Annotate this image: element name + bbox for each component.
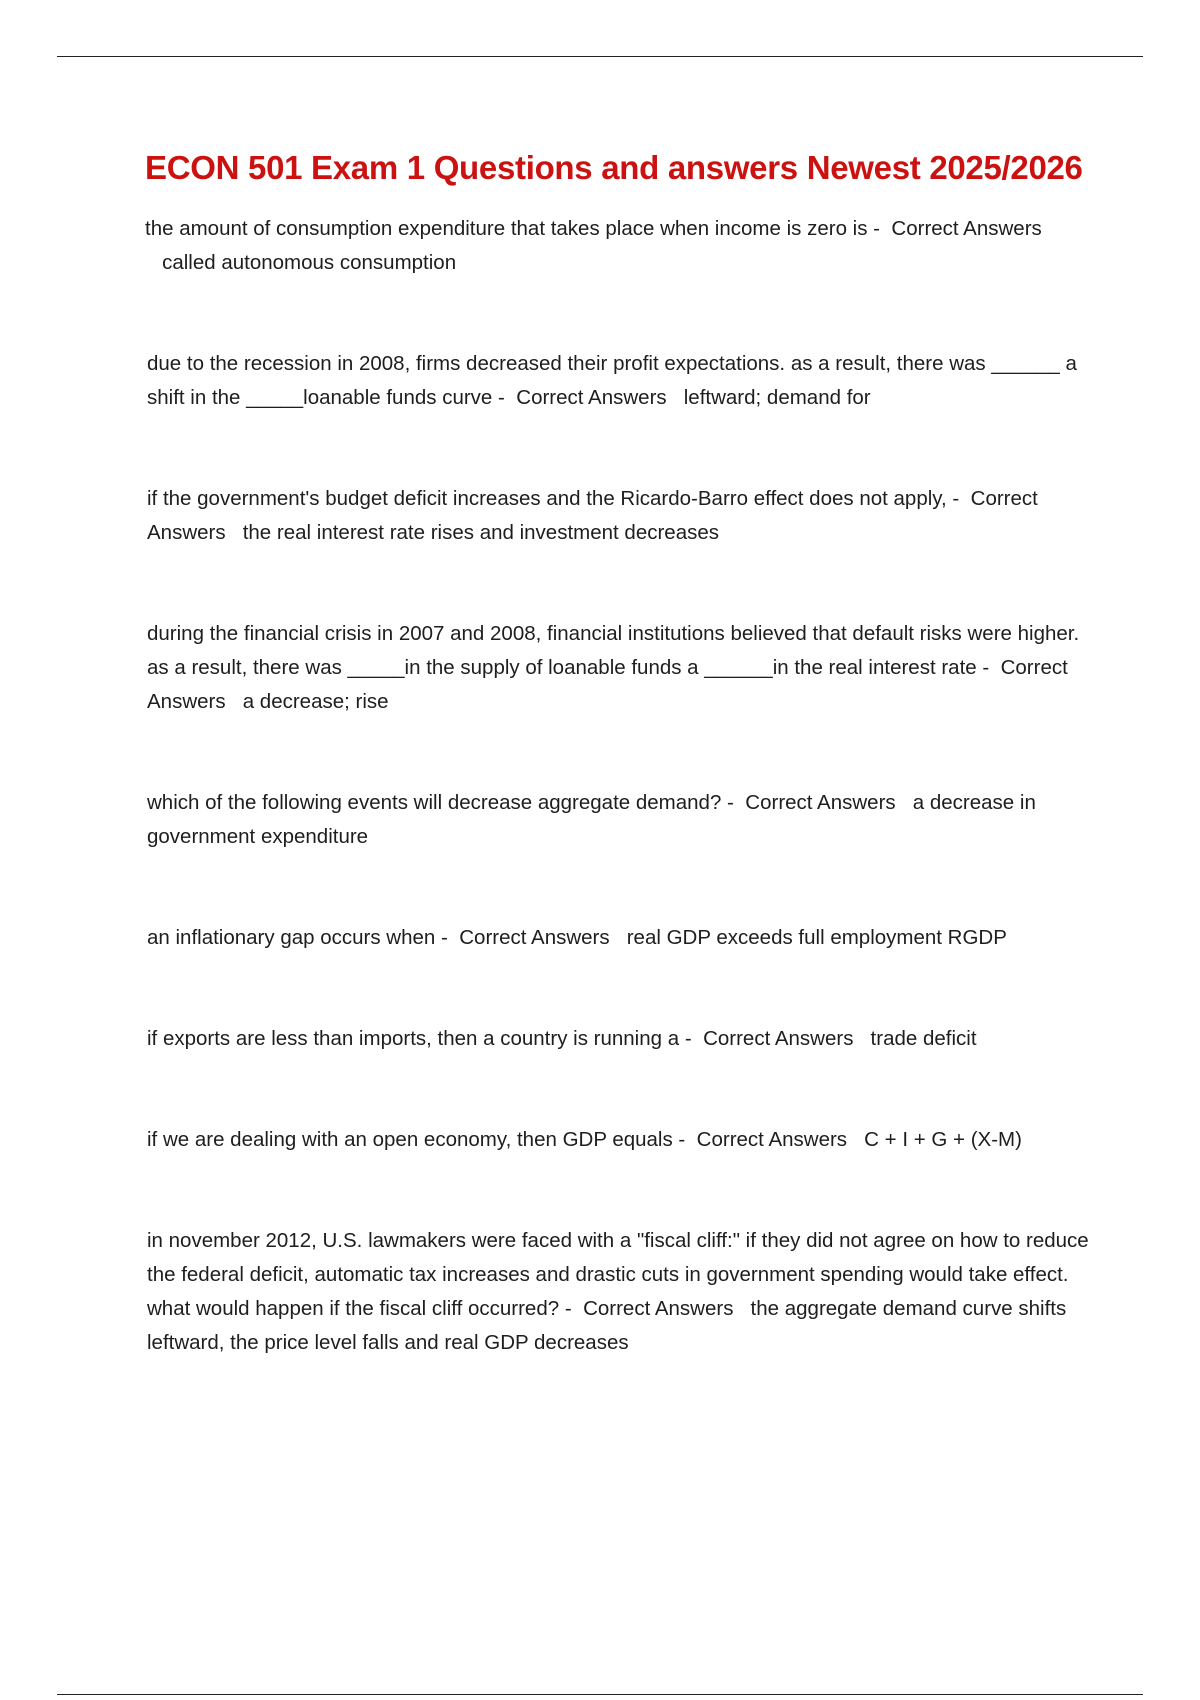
qa-answer: called autonomous consumption bbox=[162, 251, 457, 274]
qa-answer-marker: Correct Answers bbox=[516, 386, 667, 409]
qa-answer: real GDP exceeds full employment RGDP bbox=[626, 926, 1007, 949]
qa-item bbox=[145, 212, 1095, 280]
document-body bbox=[145, 140, 1095, 1427]
qa-question: which of the following events will decrease aggregate demand? - bbox=[147, 791, 734, 814]
qa-list bbox=[145, 212, 1095, 1360]
qa-question: if we are dealing with an open economy, then GDP equals - bbox=[147, 1128, 686, 1151]
qa-answer: a decrease; rise bbox=[242, 690, 389, 713]
qa-answer-marker: Correct Answers bbox=[745, 791, 896, 814]
document-title: ECON 501 Exam 1 Questions and answers Newest 2025/2026 bbox=[145, 149, 1083, 186]
qa-question: an inflationary gap occurs when - bbox=[147, 926, 448, 949]
qa-item bbox=[145, 1224, 1095, 1360]
qa-answer-marker: Correct Answers bbox=[147, 656, 1068, 713]
qa-item bbox=[145, 786, 1095, 854]
qa-question: if exports are less than imports, then a country is running a - bbox=[147, 1027, 692, 1050]
qa-answer: C + I + G + (X-M) bbox=[864, 1128, 1022, 1151]
qa-answer: a decrease in government expenditure bbox=[147, 791, 1036, 848]
qa-item bbox=[145, 1022, 1095, 1056]
qa-question: in november 2012, U.S. lawmakers were faced with a "fiscal cliff:" if they did not agree on how to reduce the federal deficit, automatic tax increases and drastic cuts in government spending would take effect. what would happen if the fiscal cliff occurred? - bbox=[147, 1229, 1089, 1320]
qa-item bbox=[145, 921, 1095, 955]
top-rule bbox=[57, 56, 1143, 57]
qa-answer-marker: Correct Answers bbox=[459, 926, 610, 949]
qa-question: due to the recession in 2008, firms decreased their profit expectations. as a result, there was ______ a shift in the _____loanable funds curve - bbox=[147, 352, 1077, 409]
qa-answer-marker: Correct Answers bbox=[696, 1128, 848, 1151]
qa-item bbox=[145, 482, 1095, 550]
qa-question: the amount of consumption expenditure that takes place when income is zero is - bbox=[145, 217, 880, 240]
qa-item bbox=[145, 347, 1095, 415]
qa-question: if the government's budget deficit increases and the Ricardo-Barro effect does not apply, - bbox=[147, 487, 960, 510]
qa-answer: leftward; demand for bbox=[683, 386, 871, 409]
qa-item bbox=[145, 617, 1095, 719]
qa-answer-marker: Correct Answers bbox=[891, 217, 1042, 240]
qa-answer: the real interest rate rises and investment decreases bbox=[242, 521, 719, 544]
qa-answer-marker: Correct Answers bbox=[703, 1027, 854, 1050]
qa-answer-marker: Correct Answers bbox=[147, 487, 1038, 544]
qa-question: during the financial crisis in 2007 and 2008, financial institutions believed that default risks were higher. as a result, there was _____in the supply of loanable funds a ______in the real interest rate - bbox=[147, 622, 1080, 679]
qa-answer-marker: Correct Answers bbox=[583, 1297, 734, 1320]
qa-item bbox=[145, 1123, 1095, 1157]
qa-answer: trade deficit bbox=[870, 1027, 977, 1050]
qa-answer: the aggregate demand curve shifts leftward, the price level falls and real GDP decreases bbox=[147, 1297, 1067, 1354]
bottom-rule bbox=[57, 1694, 1143, 1695]
